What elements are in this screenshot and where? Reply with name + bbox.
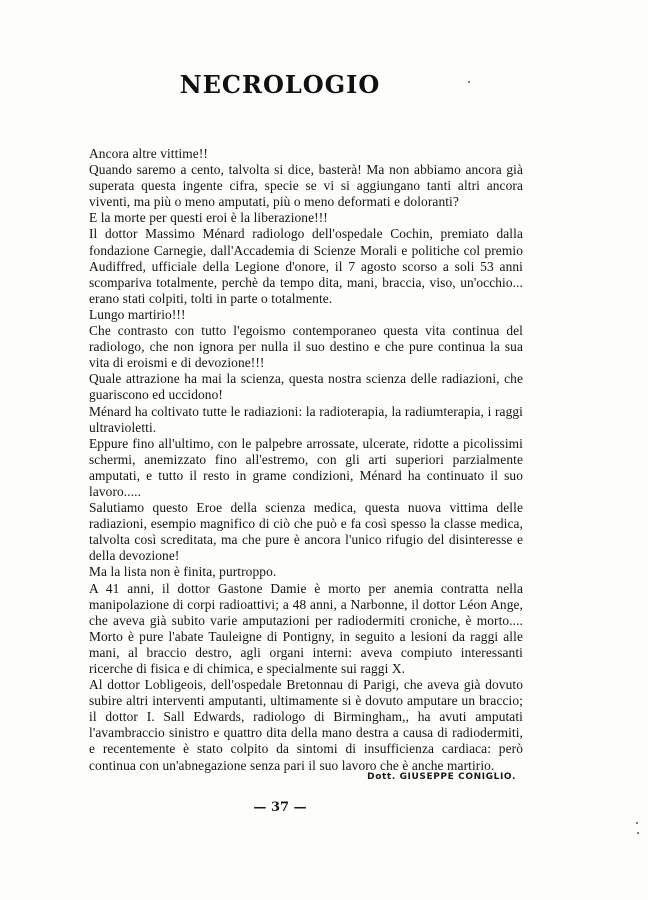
paragraph: Ancora altre vittime!! (89, 146, 208, 161)
paragraph: E la morte per questi eroi è la liberazione!!! (89, 210, 328, 226)
paragraph: Quando saremo a cento, talvolta si dice, basterà! Ma non abbiamo ancora già superata questa ingente cifra, specie se vi si aggiungano tanti altri ancora viventi, ma più o meno amputati, più o meno deformati e doloranti? (89, 162, 523, 210)
print-speck (636, 822, 638, 824)
paragraph: Al dottor Lobligeois, dell'ospedale Bretonnau di Parigi, che aveva già dovuto subire altri interventi amputanti, ultimamente si è dovuto amputare un braccio; il dottor I. Sall Edwards, radiologo di Birmingham,, ha avuti amputati l'avambraccio sinistro e quattro dita della mano destra a causa di radiodermiti, e recentemente è stato colpito da sintomi di insufficienza cardiaca: però continua con un'abnegazione senza pari il suo lavoro che è anche martirio. (89, 677, 523, 773)
paragraph: Ménard ha coltivato tutte le radiazioni: la radioterapia, la radiumterapia, i raggi ultravioletti. (89, 403, 523, 435)
article-body (89, 146, 523, 774)
paragraph: Lungo martirio!!! (89, 306, 186, 322)
print-speck (637, 832, 639, 834)
page-title: NECROLOGIO (179, 70, 381, 99)
page-number: — 37 — (253, 800, 307, 815)
paragraph: Il dottor Massimo Ménard radiologo dell'ospedale Cochin, premiato dalla fondazione Carnegie, dall'Accademia di Scienze Morali e politiche col premio Audiffred, ufficiale della Legione d'onore, il 7 agosto scorso a soli 53 anni scompariva totalmente, perchè da tempo dita, mani, braccia, viso, un'occhio... erano stati colpiti, tolti in parte o totalmente. (89, 226, 523, 306)
paragraph: Eppure fino all'ultimo, con le palpebre arrossate, ulcerate, ridotte a picolissimi schermi, anemizzato fino all'estremo, con gli arti superiori parzialmente amputati, e tutto il resto in grame condizioni, Ménard ha continuato il suo lavoro..... (89, 435, 523, 499)
paragraph: Che contrasto con tutto l'egoismo contemporaneo questa vita continua del radiologo, che non ignora per nulla il suo destino e che pure continua la sua vita di eroismi e di devozione!!! (89, 323, 523, 371)
author-signature: Dott. GIUSEPPE CONIGLIO. (367, 772, 516, 782)
paragraph: Ma la lista non è finita, purtroppo. (89, 564, 277, 580)
paragraph: Salutiamo questo Eroe della scienza medica, questa nuova vittima delle radiazioni, esempio magnifico di ciò che può e fa così spesso la classe medica, talvolta così screditata, ma che pure è ancora l'unico rifugio del disinteresse e della devozione! (89, 500, 523, 564)
paragraph: Quale attrazione ha mai la scienza, questa nostra scienza delle radiazioni, che guariscono ed uccidono! (89, 371, 523, 403)
paragraph: A 41 anni, il dottor Gastone Damie è morto per anemia contratta nella manipolazione di corpi radioattivi; a 48 anni, a Narbonne, il dottor Léon Ange, che aveva già subito varie amputazioni per radiodermiti croniche, è morto.... Morto è pure l'abate Tauleigne di Pontigny, in seguito a lesioni da raggi alle mani, al braccio destro, agli organi interni: aveva compiuto interessanti ricerche di fisica e di chimica, e specialmente sui raggi X. (89, 580, 523, 676)
print-speck (468, 81, 470, 83)
